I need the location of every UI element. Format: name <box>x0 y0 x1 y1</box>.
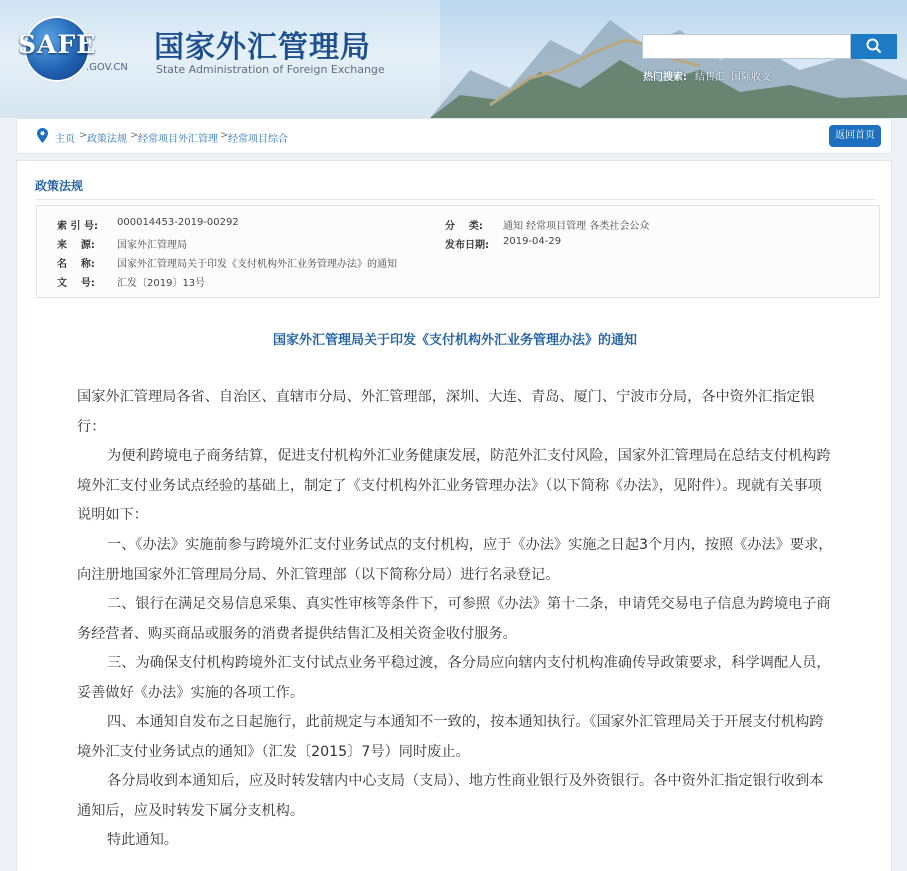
meta-category-label: 分 类: <box>445 221 483 232</box>
document-title: 国家外汇管理局关于印发《支付机构外汇业务管理办法》的通知 <box>272 333 637 348</box>
breadcrumb-separator: > <box>79 130 88 141</box>
document-paragraph: 各分局收到本通知后，应及时转发辖内中心支局（支局）、地方性商业银行及外资银行。各中资外汇指定银行收到本通知后，应及时转发下属分支机构。 <box>77 773 824 819</box>
document-salutation: 国家外汇管理局各省、自治区、直辖市分局、外汇管理部，深圳、大连、青岛、厦门、宁波市分局，各中资外汇指定银行： <box>77 389 815 435</box>
meta-index-label: 索 引 号: <box>57 221 98 232</box>
breadcrumb-general[interactable]: 经常项目综合 <box>228 134 288 145</box>
document-paragraph: 三、为确保支付机构跨境外汇支付试点业务平稳过渡，各分局应向辖内支付机构准确传导政策要求，科学调配人员，妥善做好《办法》实施的各项工作。 <box>77 655 831 701</box>
section-divider <box>35 199 875 200</box>
meta-category-value: 通知 经常项目管理 各类社会公众 <box>503 221 650 232</box>
main-content <box>16 160 892 871</box>
document-paragraph: 四、本通知自发布之日起施行，此前规定与本通知不一致的，按本通知执行。《国家外汇管理局关于开展支付机构跨境外汇支付业务试点的通知》（汇发〔2015〕7号）同时废止。 <box>77 714 824 760</box>
meta-publisher-value: 国家外汇管理局 <box>117 240 187 251</box>
meta-name-label: 名 称: <box>57 259 95 270</box>
search-icon <box>866 38 882 54</box>
document-paragraph: 一、《办法》实施前参与跨境外汇支付业务试点的支付机构，应于《办法》实施之日起3个月内，按照《办法》要求，向注册地国家外汇管理局分局、外汇管理部（以下简称分局）进行名录登记。 <box>77 537 833 583</box>
hot-search-label: 热门搜索: <box>643 72 687 83</box>
meta-publisher-label: 来 源: <box>57 240 95 251</box>
breadcrumb-home[interactable]: 主页 <box>55 134 75 145</box>
meta-doc-no-value: 汇发〔2019〕13号 <box>117 278 206 289</box>
document-paragraph: 二、银行在满足交易信息采集、真实性审核等条件下，可参照《办法》第十二条，申请凭交易电子信息为跨境电子商务经营者、购买商品或服务的消费者提供结售汇及相关资金收付服务。 <box>77 596 831 642</box>
back-home-button[interactable]: 返回首页 <box>829 125 881 147</box>
great-wall-banner-image <box>430 0 907 118</box>
safe-logo-text: SAFE <box>18 30 97 59</box>
section-title: 政策法规 <box>35 179 84 193</box>
document-meta-table <box>36 205 880 298</box>
location-pin-icon <box>37 128 48 143</box>
site-title-en: State Administration of Foreign Exchange <box>156 63 385 76</box>
breadcrumb-separator: > <box>130 130 139 141</box>
meta-index-value: 000014453-2019-00292 <box>117 217 239 228</box>
breadcrumb-policy[interactable]: 政策法规 <box>87 134 127 145</box>
document-paragraph: 为便利跨境电子商务结算，促进支付机构外汇业务健康发展，防范外汇支付风险，国家外汇管理局在总结支付机构跨境外汇支付业务试点经验的基础上，制定了《支付机构外汇业务管理办法》（以下简称《办法》，见附件）。现就有关事项说明如下： <box>77 448 831 523</box>
breadcrumb-current-account[interactable]: 经常项目外汇管理 <box>138 134 218 145</box>
site-title-cn: 国家外汇管理局 <box>154 30 371 65</box>
breadcrumb <box>16 118 892 154</box>
search-input[interactable] <box>642 34 851 59</box>
hot-search-link[interactable]: 国际收支 <box>731 72 771 83</box>
meta-doc-no-label: 文 号: <box>57 278 95 289</box>
search-button[interactable] <box>851 34 897 59</box>
logo-domain-text: .GOV.CN <box>86 62 128 73</box>
meta-date-label: 发布日期: <box>445 240 489 251</box>
meta-date-value: 2019-04-29 <box>503 236 562 247</box>
document-closing: 特此通知。 <box>107 832 178 848</box>
hot-search-link[interactable]: 结售汇 <box>695 72 725 83</box>
breadcrumb-separator: > <box>220 130 229 141</box>
meta-name-value: 国家外汇管理局关于印发《支付机构外汇业务管理办法》的通知 <box>117 259 397 270</box>
site-header <box>0 0 907 118</box>
